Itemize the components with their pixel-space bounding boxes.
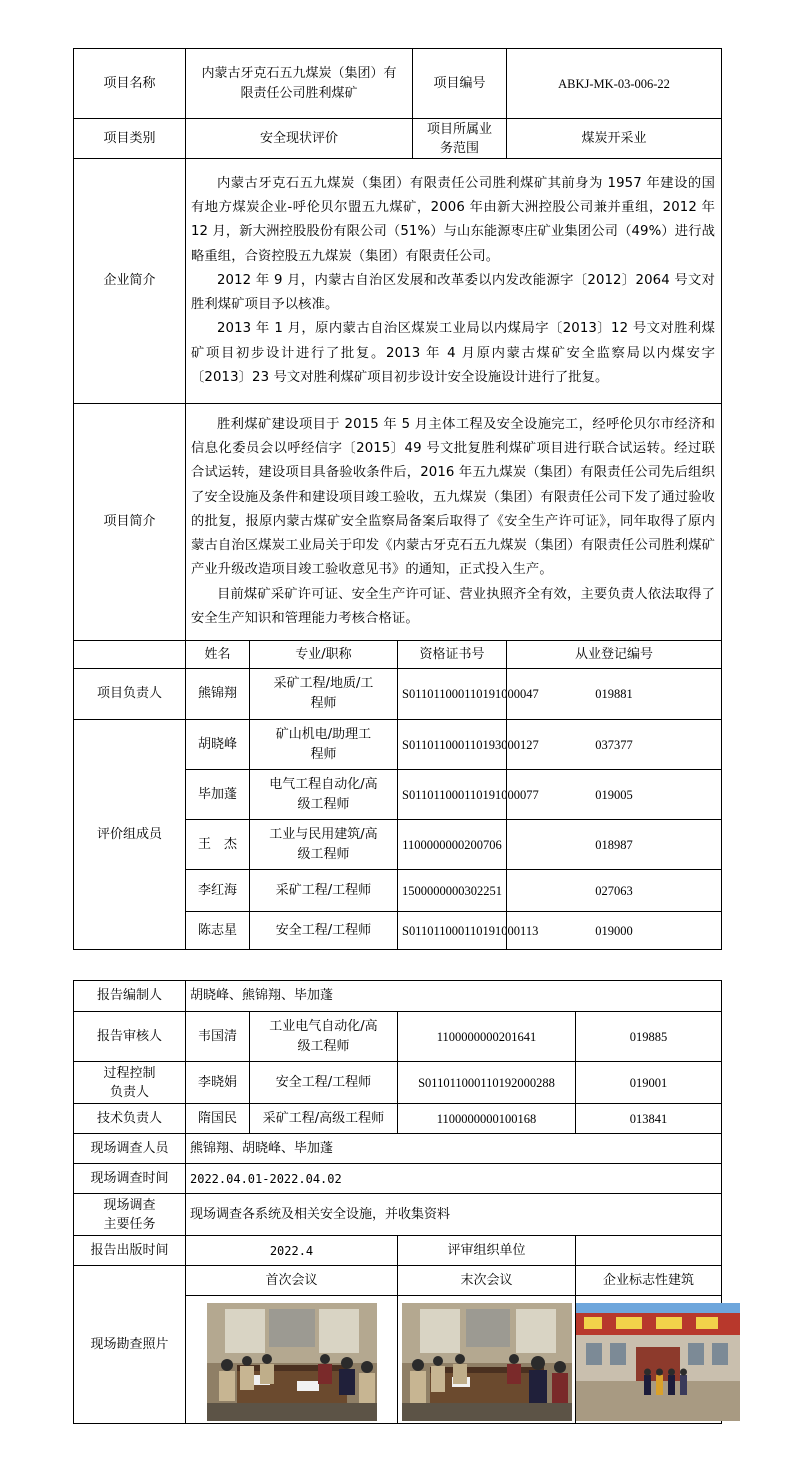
review-org-label: 评审组织单位 — [398, 1236, 576, 1266]
team-member-title: 采矿工程/工程师 — [250, 870, 398, 912]
staff-header-reg: 从业登记编号 — [507, 641, 722, 669]
process-label: 过程控制负责人 — [74, 1062, 186, 1104]
scope-label: 项目所属业务范围 — [413, 119, 507, 159]
leader-label: 项目负责人 — [74, 669, 186, 720]
company-intro-label: 企业简介 — [74, 159, 186, 404]
leader-name: 熊锦翔 — [186, 669, 250, 720]
photo-cell — [186, 1296, 398, 1424]
photos-label: 现场勘查照片 — [74, 1266, 186, 1424]
photo-cell — [576, 1296, 722, 1424]
survey-task-value: 现场调查各系统及相关安全设施，并收集资料 — [186, 1194, 722, 1236]
team-member-reg: 018987 — [507, 820, 722, 870]
reviewer-cert: 1100000000201641 — [398, 1012, 576, 1062]
staff-header-name: 姓名 — [186, 641, 250, 669]
project-intro-cell — [186, 404, 722, 641]
leader-title: 采矿工程/地质/工程师 — [250, 669, 398, 720]
compiler-value: 胡晓峰、熊锦翔、毕加蓬 — [186, 981, 722, 1012]
staff-header-title: 专业/职称 — [250, 641, 398, 669]
team-member-cert: S011011000110191000077 — [398, 770, 507, 820]
photo-caption: 首次会议 — [186, 1266, 398, 1296]
team-member-name: 陈志星 — [186, 912, 250, 950]
team-member-name: 李红海 — [186, 870, 250, 912]
survey-staff-value: 熊锦翔、胡晓峰、毕加蓬 — [186, 1134, 722, 1164]
company-intro-paragraph: 内蒙古牙克石五九煤炭（集团）有限责任公司胜利煤矿其前身为 1957 年建设的国有地方煤炭企业-呼伦贝尔盟五九煤矿，2006 年由新大洲控股公司兼并重组，2012 年 12 月，新大洲控股股份有限公司（51%）与山东能源枣庄矿业集团公司（49%）进行战略重组，合资控股五九煤炭（集团）有限责任公司。 — [191, 176, 716, 264]
leader-reg: 019881 — [507, 669, 722, 720]
team-member-title: 矿山机电/助理工程师 — [250, 720, 398, 770]
compiler-label: 报告编制人 — [74, 981, 186, 1012]
team-member-title: 电气工程自动化/高级工程师 — [250, 770, 398, 820]
company-intro-paragraph: 2012 年 9 月，内蒙古自治区发展和改革委以内发改能源字〔2012〕2064 号文对胜利煤矿项目予以核准。 — [191, 272, 716, 313]
reviewer-title: 工业电气自动化/高级工程师 — [250, 1012, 398, 1062]
project-intro-paragraph: 胜利煤矿建设项目于 2015 年 5 月主体工程及安全设施完工，经呼伦贝尔市经济和信息化委员会以呼经信字〔2015〕49 号文批复胜利煤矿项目进行联合试运转。经过联合试运转，建设项目具备验收条件后，2016 年五九煤炭（集团）有限责任公司先后组织了安全设施及条件和建设项目竣工验收，五九煤炭（集团）有限责任公司下发了通过验收的批复，报原内蒙古煤矿安全监察局备案后取得了《安全生产许可证》，同年取得了原内蒙古自治区煤炭工业局关于印发《内蒙古牙克石五九煤炭（集团）有限责任公司胜利煤矿产业升级改造项目竣工验收意见书》的通知，正式投入生产。 — [191, 417, 716, 578]
publish-label: 报告出版时间 — [74, 1236, 186, 1266]
project-no-value: ABKJ-MK-03-006-22 — [507, 49, 722, 119]
team-member-name: 毕加蓬 — [186, 770, 250, 820]
leader-cert: S011011000110191000047 — [398, 669, 507, 720]
team-member-title: 安全工程/工程师 — [250, 912, 398, 950]
team-member-name: 胡晓峰 — [186, 720, 250, 770]
category-label: 项目类别 — [74, 119, 186, 159]
photo-caption: 企业标志性建筑 — [576, 1266, 722, 1296]
project-intro-paragraph: 目前煤矿采矿许可证、安全生产许可证、营业执照齐全有效，主要负责人依法取得了安全生产知识和管理能力考核合格证。 — [191, 586, 716, 626]
tech-label: 技术负责人 — [74, 1104, 186, 1134]
project-name-value: 内蒙古牙克石五九煤炭（集团）有限责任公司胜利煤矿 — [186, 49, 413, 119]
process-reg: 019001 — [576, 1062, 722, 1104]
reviewer-label: 报告审核人 — [74, 1012, 186, 1062]
reviewer-reg: 019885 — [576, 1012, 722, 1062]
first-meeting-photo — [207, 1303, 377, 1421]
project-info-table — [73, 48, 722, 950]
staff-header-cert: 资格证书号 — [398, 641, 507, 669]
team-member-reg: 037377 — [507, 720, 722, 770]
process-name: 李晓娟 — [186, 1062, 250, 1104]
team-member-cert: 1100000000200706 — [398, 820, 507, 870]
survey-task-label: 现场调查主要任务 — [74, 1194, 186, 1236]
team-label: 评价组成员 — [74, 720, 186, 950]
process-cert: S011011000110192000288 — [398, 1062, 576, 1104]
photo-caption: 末次会议 — [398, 1266, 576, 1296]
photo-cell — [398, 1296, 576, 1424]
team-member-reg: 019005 — [507, 770, 722, 820]
tech-title: 采矿工程/高级工程师 — [250, 1104, 398, 1134]
landmark-building-photo — [576, 1303, 740, 1421]
scope-value: 煤炭开采业 — [507, 119, 722, 159]
category-value: 安全现状评价 — [186, 119, 413, 159]
survey-time-value: 2022.04.01-2022.04.02 — [186, 1164, 722, 1194]
publish-value: 2022.4 — [186, 1236, 398, 1266]
tech-cert: 1100000000100168 — [398, 1104, 576, 1134]
project-intro-label: 项目简介 — [74, 404, 186, 641]
tech-reg: 013841 — [576, 1104, 722, 1134]
project-name-label: 项目名称 — [74, 49, 186, 119]
review-org-value — [576, 1236, 722, 1266]
team-member-cert: S011011000110191000113 — [398, 912, 507, 950]
team-member-cert: S011011000110193000127 — [398, 720, 507, 770]
team-member-cert: 1500000000302251 — [398, 870, 507, 912]
process-title: 安全工程/工程师 — [250, 1062, 398, 1104]
team-member-name: 王 杰 — [186, 820, 250, 870]
team-member-title: 工业与民用建筑/高级工程师 — [250, 820, 398, 870]
report-info-table — [73, 980, 722, 1424]
company-intro-paragraph: 2013 年 1 月，原内蒙古自治区煤炭工业局以内煤局字〔2013〕12 号文对胜利煤矿项目初步设计进行了批复。2013 年 4 月原内蒙古煤矿安全监察局以内煤安字〔2013〕23 号文对胜利煤矿项目初步设计安全设施设计进行了批复。 — [191, 321, 716, 385]
staff-header-blank — [74, 641, 186, 669]
team-member-reg: 027063 — [507, 870, 722, 912]
last-meeting-photo — [402, 1303, 572, 1421]
project-no-label: 项目编号 — [413, 49, 507, 119]
reviewer-name: 韦国清 — [186, 1012, 250, 1062]
team-member-reg: 019000 — [507, 912, 722, 950]
survey-time-label: 现场调查时间 — [74, 1164, 186, 1194]
survey-staff-label: 现场调查人员 — [74, 1134, 186, 1164]
company-intro-cell — [186, 159, 722, 404]
tech-name: 隋国民 — [186, 1104, 250, 1134]
